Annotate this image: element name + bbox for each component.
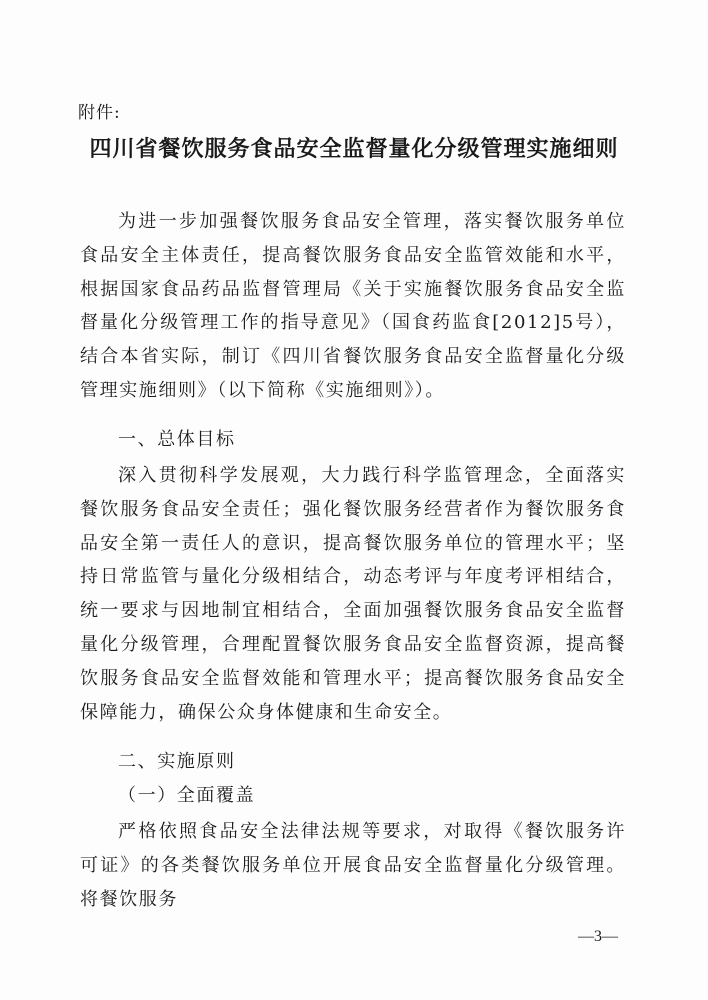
overall-goal-paragraph: 深入贯彻科学发展观，大力践行科学监管理念，全面落实餐饮服务食品安全责任；强化餐饮服务经营者作为餐饮服务食品安全第一责任人的意识，提高餐饮服务单位的管理水平；坚持日常监管与量化分级相结合，动态考评与年度考评相结合，统一要求与因地制宜相结合，全面加强餐饮服务食品安全监督量化分级管理，合理配置餐饮服务食品安全监督资源，提高餐饮服务食品安全监督效能和管理水平；提高餐饮服务食品安全保障能力，确保公众身体健康和生命安全。 [80,465,626,723]
section-heading-overall-goal: 一、总体目标 [118,429,236,450]
section-heading-principles: 二、实施原则 [118,751,236,772]
full-coverage-paragraph: 严格依照食品安全法律法规等要求，对取得《餐饮服务许可证》的各类餐饮服务单位开展食品安全监督量化分级管理。将餐饮服务 [80,821,626,910]
intro-paragraph: 为进一步加强餐饮服务食品安全管理，落实餐饮服务单位食品安全主体责任，提高餐饮服务食品安全监管效能和水平，根据国家食品药品监督管理局《关于实施餐饮服务食品安全监督量化分级管理工作的指导意见》（国食药监食[2012]5号），结合本省实际，制订《四川省餐饮服务食品安全监督量化分级管理实施细则》（以下简称《实施细则》）。 [80,211,626,401]
document-title: 四川省餐饮服务食品安全监督量化分级管理实施细则 [89,136,619,162]
attachment-label: 附件: [78,103,121,123]
subsection-heading-full-coverage: （一）全面覆盖 [118,785,256,806]
page-number: —3— [578,928,618,945]
